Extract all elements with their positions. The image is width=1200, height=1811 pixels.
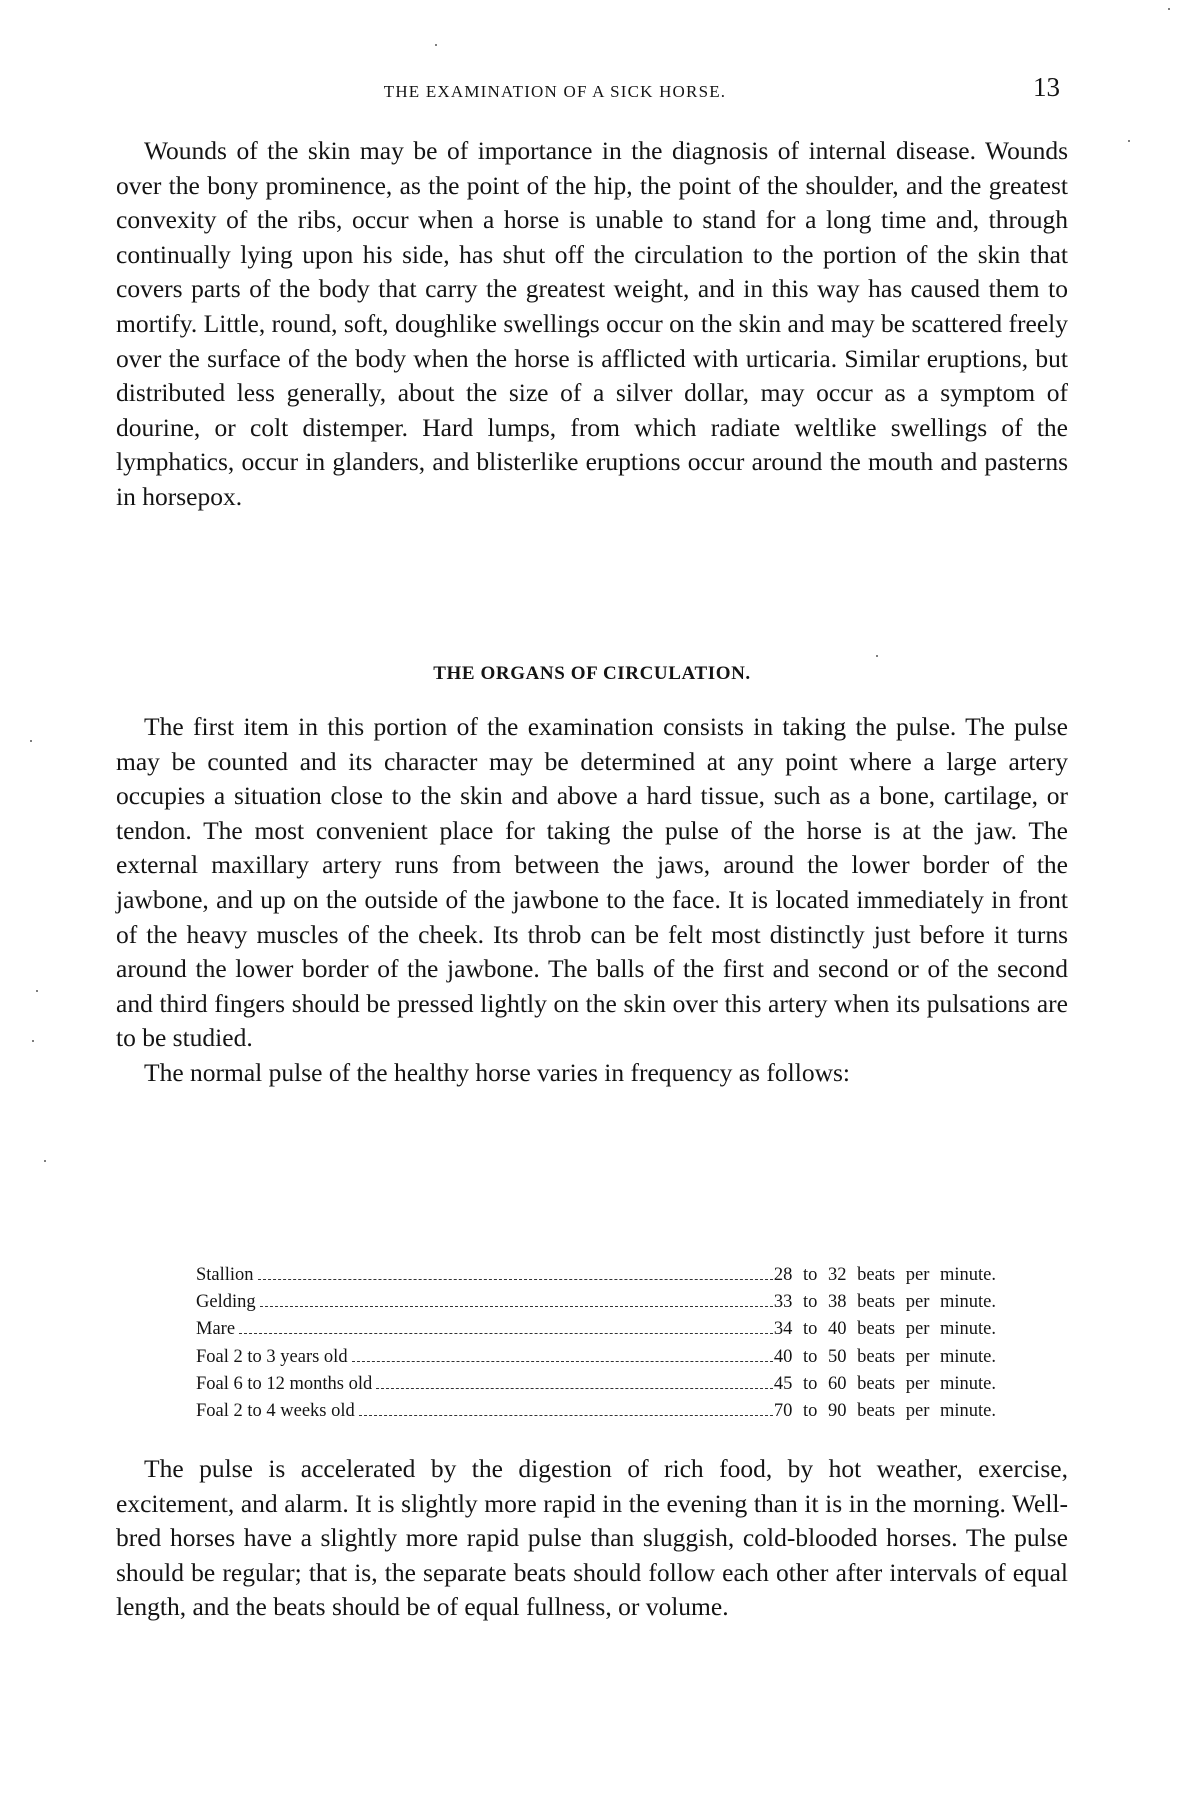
paragraph-text: The first item in this portion of the examination consists in taking the pulse. The pulse may be counted and its character may be determined at any point where a large artery occupies a situation close to the skin and above a hard tissue, such as a bone, cartilage, or tendon. The most convenient place for taking the pulse of the horse is at the jaw. The external maxillary artery runs from between the jaws, around the lower border of the jawbone, and up on the outside of the jawbone to the face. It is located immediately in front of the heavy muscles of the cheek. Its throb can be felt most distinctly just before it turns around the lower border of the jawbone. The balls of the first and second or of the second and third fingers should be pressed lightly on the skin over this artery when its pulsations are to be studied. — [116, 712, 1068, 1053]
pulse-frequency-table — [196, 1262, 996, 1425]
table-row — [196, 1398, 996, 1425]
animal-label: Foal 2 to 3 years old — [196, 1346, 348, 1367]
pulse-range: 34 to 40 beats per minute. — [773, 1319, 996, 1340]
scan-speck — [30, 740, 32, 742]
table-row — [196, 1371, 996, 1398]
paragraph-pulse-location — [116, 710, 1068, 1091]
paragraph-text: The pulse is accelerated by the digestion of rich food, by hot weather, exercise, excitement, and alarm. It is slightly more rapid in the evening than it is in the morning. Well-bred horses have a slightly more rapid pulse than sluggish, cold-blooded horses. The pulse should be regular; that is, the separate beats should follow each other after intervals of equal length, and the beats should be of equal fullness, or volume. — [116, 1454, 1068, 1622]
running-head — [115, 72, 1070, 112]
animal-label: Stallion — [196, 1265, 254, 1285]
paragraph-pulse-factors — [116, 1452, 1068, 1625]
paragraph-text: The normal pulse of the healthy horse varies in frequency as follows: — [144, 1057, 850, 1087]
paragraph-text: Wounds of the skin may be of importance in the diagnosis of internal disease. Wounds over the bony prominence, as the point of the hip, the point of the shoulder, and the greatest convexity of the ribs, occur when a horse is unable to stand for a long time and, through continually lying upon his side, has shut off the circulation to the portion of the skin that covers parts of the body that carry the greatest weight, and in this way has caused them to mortify. Little, round, soft, doughlike swellings occur on the skin and may be scattered freely over the surface of the body when the horse is afflicted with urticaria. Similar eruptions, but distributed less generally, about the size of a silver dollar, may occur as a symptom of dourine, or colt distemper. Hard lumps, from which radiate weltlike swellings of the lymphatics, occur in glanders, and blisterlike eruptions occur around the mouth and pasterns in horsepox. — [116, 136, 1068, 511]
animal-label: Foal 2 to 4 weeks old — [196, 1401, 355, 1422]
scan-speck — [32, 1040, 34, 1042]
animal-label: Mare — [196, 1319, 236, 1340]
section-heading: THE ORGANS OF CIRCULATION. — [433, 663, 751, 684]
scan-speck — [1128, 140, 1130, 142]
dot-leader — [352, 1360, 773, 1362]
dot-leader — [359, 1414, 773, 1416]
pulse-range: 70 to 90 beats per minute. — [773, 1401, 996, 1422]
table-row — [196, 1344, 996, 1371]
dot-leader — [239, 1332, 773, 1334]
pulse-range: 28 to 32 beats per minute. — [773, 1265, 996, 1285]
scan-speck — [1168, 8, 1170, 10]
pulse-range: 45 to 60 beats per minute. — [773, 1373, 996, 1394]
scan-speck — [435, 44, 437, 46]
pulse-range: 40 to 50 beats per minute. — [773, 1346, 996, 1367]
scan-speck — [36, 990, 38, 992]
table-row — [196, 1316, 996, 1343]
table-row — [196, 1262, 996, 1289]
scan-speck — [44, 1160, 46, 1162]
pulse-range: 33 to 38 beats per minute. — [773, 1292, 996, 1313]
animal-label: Gelding — [196, 1292, 256, 1313]
dot-leader — [260, 1305, 773, 1307]
scan-speck — [876, 655, 878, 657]
running-title: THE EXAMINATION OF A SICK HORSE. — [383, 82, 727, 101]
table-row — [196, 1289, 996, 1316]
page-number: 13 — [1033, 72, 1060, 102]
dot-leader — [376, 1387, 773, 1389]
paragraph-skin-wounds — [116, 134, 1068, 515]
animal-label: Foal 6 to 12 months old — [196, 1373, 373, 1394]
dot-leader — [258, 1278, 773, 1280]
